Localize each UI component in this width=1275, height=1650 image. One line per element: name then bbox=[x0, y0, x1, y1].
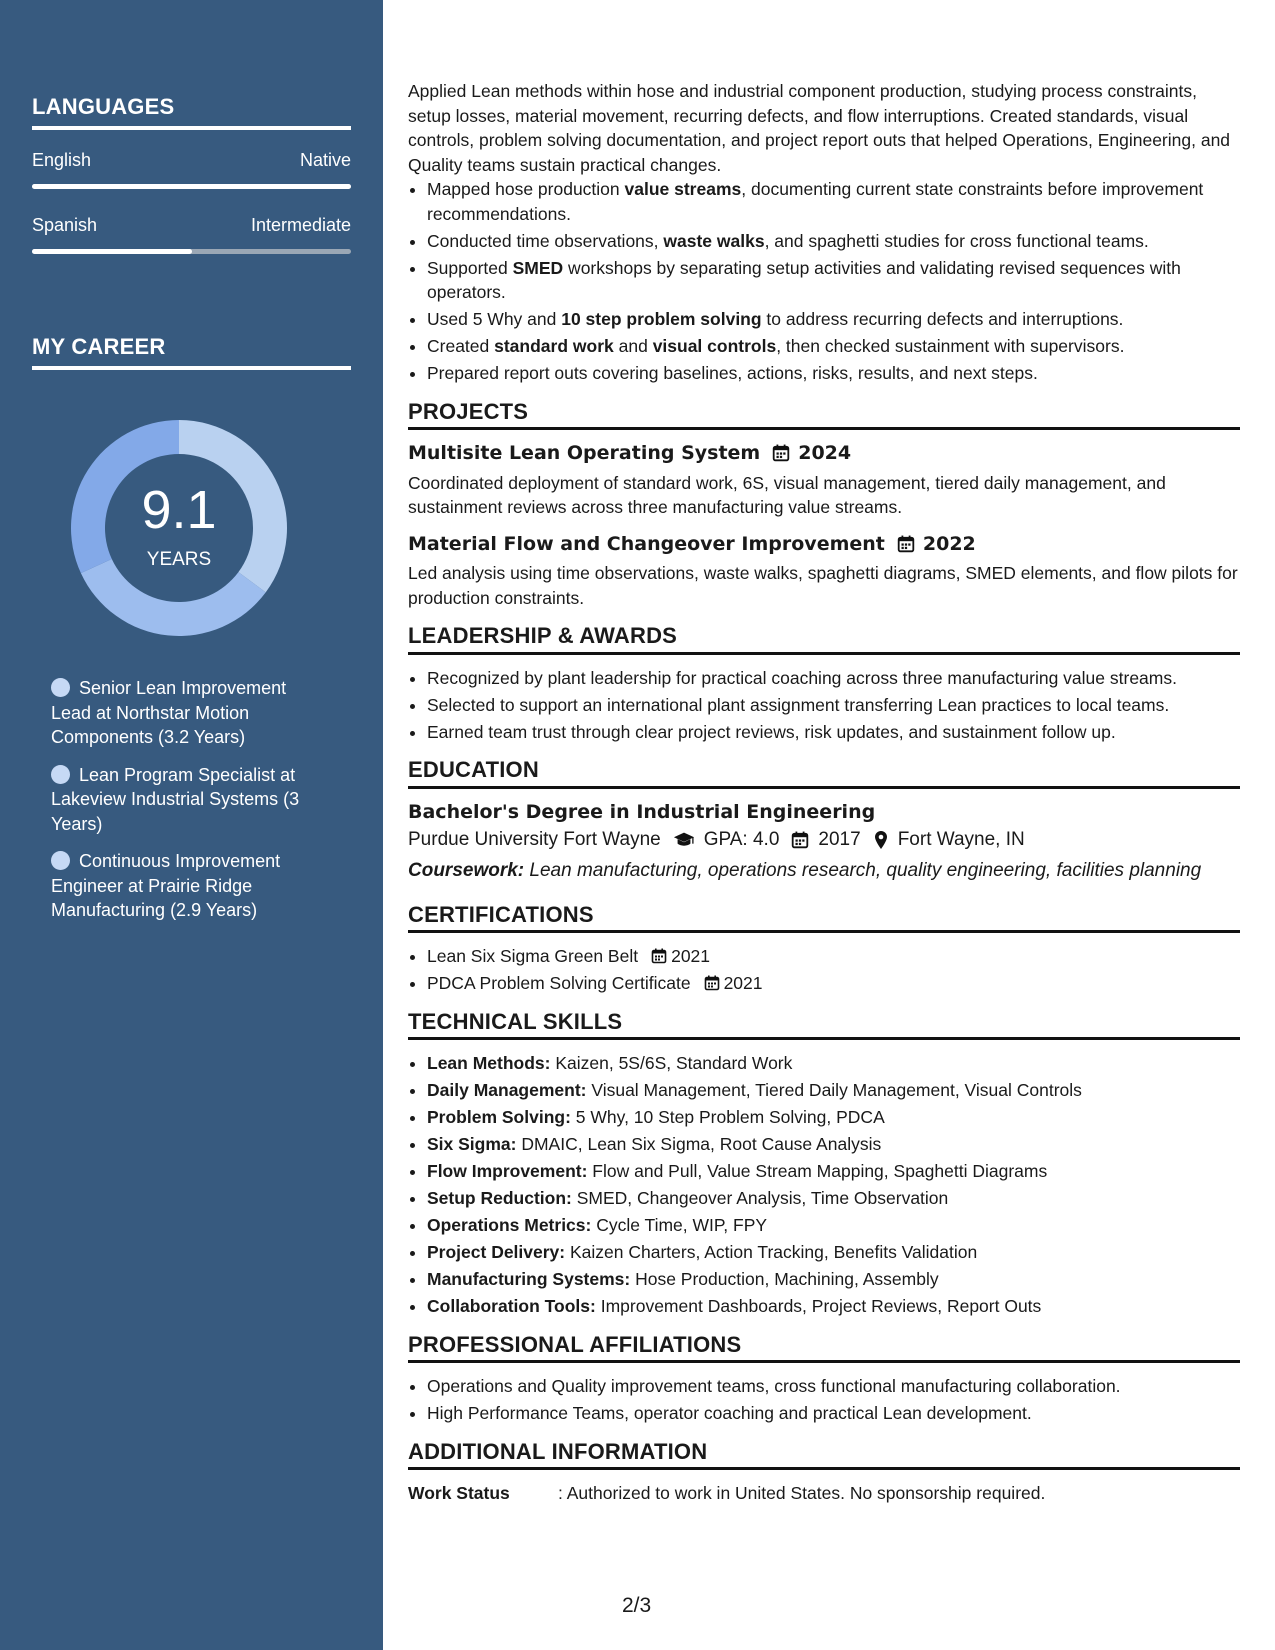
skill-value: Visual Management, Tiered Daily Management, Visual Controls bbox=[586, 1080, 1082, 1100]
skill-item bbox=[427, 1267, 1240, 1292]
skill-item bbox=[427, 1051, 1240, 1076]
bullet-dot-icon bbox=[51, 678, 70, 697]
skill-label: Lean Methods: bbox=[427, 1053, 551, 1073]
calendar-icon bbox=[897, 535, 915, 553]
calendar-icon bbox=[772, 444, 790, 462]
career-heading: MY CAREER bbox=[32, 334, 351, 370]
language-level: Native bbox=[299, 150, 351, 170]
project-year: 2024 bbox=[798, 442, 852, 464]
skill-value: Kaizen Charters, Action Tracking, Benefits Validation bbox=[565, 1242, 978, 1262]
school-name: Purdue University Fort Wayne bbox=[408, 829, 661, 850]
language-name: English bbox=[32, 150, 92, 170]
leadership-heading: LEADERSHIP & AWARDS bbox=[408, 624, 1240, 655]
skill-item bbox=[427, 1213, 1240, 1238]
skill-item bbox=[427, 1078, 1240, 1103]
experience-bullet: • Supported SMED workshops by separating setup activities and validating revised sequences with operators. bbox=[427, 256, 1240, 305]
project-item bbox=[408, 532, 1240, 611]
skill-label: Setup Reduction: bbox=[427, 1188, 572, 1208]
experience-bullet: • Prepared report outs covering baselines, actions, risks, results, and next steps. bbox=[427, 361, 1240, 386]
gpa: GPA: 4.0 bbox=[703, 829, 780, 850]
languages-heading: LANGUAGES bbox=[32, 94, 351, 130]
skill-label: Project Delivery: bbox=[427, 1242, 566, 1262]
leadership-list bbox=[408, 666, 1240, 745]
skill-value: Hose Production, Machining, Assembly bbox=[630, 1269, 939, 1289]
skill-value: Kaizen, 5S/6S, Standard Work bbox=[550, 1053, 793, 1073]
coursework-label: Coursework: bbox=[408, 859, 525, 881]
skill-value: Flow and Pull, Value Stream Mapping, Spaghetti Diagrams bbox=[587, 1161, 1048, 1181]
project-description: Led analysis using time observations, waste walks, spaghetti diagrams, SMED elements, and flow pilots for production constraints. bbox=[408, 563, 1238, 608]
certifications-heading: CERTIFICATIONS bbox=[408, 903, 1240, 934]
language-item-english bbox=[32, 150, 351, 189]
skill-item bbox=[427, 1294, 1240, 1319]
skill-value: SMED, Changeover Analysis, Time Observation bbox=[571, 1188, 949, 1208]
skill-label: Collaboration Tools: bbox=[427, 1296, 596, 1316]
language-proficiency-bar bbox=[32, 249, 351, 254]
education-heading: EDUCATION bbox=[408, 758, 1240, 789]
career-total-years: 9.1 bbox=[141, 480, 217, 540]
career-item bbox=[51, 763, 321, 837]
certification-name: PDCA Problem Solving Certificate bbox=[427, 973, 691, 993]
map-pin-icon bbox=[873, 831, 889, 849]
experience-bullet: • Used 5 Why and 10 step problem solving to address recurring defects and interruptions. bbox=[427, 307, 1240, 332]
work-status-label: Work Status bbox=[408, 1483, 510, 1503]
skill-label: Problem Solving: bbox=[427, 1107, 571, 1127]
leadership-item: • Earned team trust through clear project reviews, risk updates, and sustainment follow up. bbox=[427, 720, 1240, 745]
certification-item bbox=[427, 944, 1240, 969]
experience-summary: Applied Lean methods within hose and industrial component production, studying process constraints, setup losses, material movement, recurring defects, and flow interruptions. Created standards, visual controls, problem solving documentation, and project report outs that helped Operations, Engineering, and Quality teams sustain practical changes. bbox=[408, 81, 1231, 175]
skill-item bbox=[427, 1159, 1240, 1184]
language-level: Intermediate bbox=[250, 215, 351, 235]
experience-bullet: • Created standard work and visual controls, then checked sustainment with supervisors. bbox=[427, 334, 1240, 359]
project-year: 2022 bbox=[922, 532, 976, 555]
leadership-item: • Recognized by plant leadership for practical coaching across three manufacturing value streams. bbox=[427, 666, 1240, 691]
skill-item bbox=[427, 1105, 1240, 1130]
skill-value: Cycle Time, WIP, FPY bbox=[591, 1215, 768, 1235]
career-item bbox=[51, 849, 321, 923]
education-details bbox=[408, 828, 1240, 853]
sidebar bbox=[0, 0, 383, 1650]
graduation-cap-icon bbox=[673, 831, 695, 849]
project-title: Material Flow and Changeover Improvement bbox=[408, 532, 885, 555]
school-location: Fort Wayne, IN bbox=[897, 829, 1025, 850]
skill-label: Operations Metrics: bbox=[427, 1215, 592, 1235]
skill-item bbox=[427, 1132, 1240, 1157]
skill-value: Improvement Dashboards, Project Reviews, Report Outs bbox=[595, 1296, 1042, 1316]
affiliations-list bbox=[408, 1374, 1240, 1426]
coursework-text: Lean manufacturing, operations research, quality engineering, facilities planning bbox=[524, 859, 1202, 881]
skill-label: Flow Improvement: bbox=[427, 1161, 588, 1181]
additional-info-heading: ADDITIONAL INFORMATION bbox=[408, 1440, 1240, 1471]
calendar-icon bbox=[704, 975, 720, 991]
work-status-value: : Authorized to work in United States. No sponsorship required. bbox=[558, 1483, 1046, 1503]
page-number: 2/3 bbox=[622, 1594, 652, 1617]
technical-skills-heading: TECHNICAL SKILLS bbox=[408, 1010, 1240, 1041]
language-proficiency-fill bbox=[32, 249, 192, 254]
project-description: Coordinated deployment of standard work, 6S, visual management, tiered daily management, and sustainment reviews across three manufacturing value streams. bbox=[408, 472, 1166, 517]
career-section bbox=[32, 334, 351, 370]
skill-value: DMAIC, Lean Six Sigma, Root Cause Analysis bbox=[516, 1134, 882, 1154]
bullet-dot-icon bbox=[51, 851, 70, 870]
experience-bullet: • Conducted time observations, waste walks, and spaghetti studies for cross functional teams. bbox=[427, 229, 1240, 254]
language-proficiency-fill bbox=[32, 184, 351, 189]
bullet-dot-icon bbox=[51, 765, 70, 784]
language-item-spanish bbox=[32, 215, 351, 254]
skill-label: Manufacturing Systems: bbox=[427, 1269, 631, 1289]
main-content bbox=[408, 79, 1240, 1506]
languages-section bbox=[32, 94, 351, 254]
coursework bbox=[408, 859, 1240, 883]
certification-year: 2021 bbox=[671, 946, 711, 966]
affiliation-item: • Operations and Quality improvement teams, cross functional manufacturing collaboration. bbox=[427, 1374, 1240, 1399]
career-item-text: Lean Program Specialist at Lakeview Industrial Systems (3 Years) bbox=[51, 764, 300, 834]
affiliations-heading: PROFESSIONAL AFFILIATIONS bbox=[408, 1333, 1240, 1364]
projects-heading: PROJECTS bbox=[408, 400, 1240, 431]
career-item-text: Senior Lean Improvement Lead at Northstar Motion Components (3.2 Years) bbox=[51, 678, 287, 747]
language-proficiency-bar bbox=[32, 184, 351, 189]
degree-title: Bachelor's Degree in Industrial Engineering bbox=[408, 800, 876, 823]
experience-bullets bbox=[408, 177, 1240, 386]
work-status-row bbox=[408, 1481, 1240, 1506]
certification-year: 2021 bbox=[723, 973, 763, 993]
skill-item bbox=[427, 1186, 1240, 1211]
skill-label: Daily Management: bbox=[427, 1080, 587, 1100]
career-item-text: Continuous Improvement Engineer at Prairie Ridge Manufacturing (2.9 Years) bbox=[51, 851, 281, 920]
career-years-label: YEARS bbox=[146, 549, 212, 570]
skill-label: Six Sigma: bbox=[427, 1134, 517, 1154]
career-list bbox=[51, 676, 321, 936]
career-item bbox=[51, 676, 321, 750]
skills-list bbox=[408, 1051, 1240, 1319]
career-donut-chart bbox=[66, 415, 292, 641]
calendar-icon bbox=[791, 831, 809, 849]
graduation-year: 2017 bbox=[818, 829, 861, 850]
calendar-icon bbox=[651, 948, 667, 964]
affiliation-item: • High Performance Teams, operator coaching and practical Lean development. bbox=[427, 1401, 1240, 1426]
leadership-item: • Selected to support an international plant assignment transferring Lean practices to local teams. bbox=[427, 693, 1240, 718]
experience-bullet: • Mapped hose production value streams, documenting current state constraints before improvement recommendations. bbox=[427, 177, 1240, 226]
certification-name: Lean Six Sigma Green Belt bbox=[427, 946, 639, 966]
certifications-list bbox=[408, 944, 1240, 996]
language-name: Spanish bbox=[32, 215, 98, 235]
skill-value: 5 Why, 10 Step Problem Solving, PDCA bbox=[570, 1107, 885, 1127]
project-title: Multisite Lean Operating System bbox=[408, 442, 761, 464]
project-item bbox=[408, 441, 1240, 520]
certification-item bbox=[427, 971, 1240, 996]
skill-item bbox=[427, 1240, 1240, 1265]
